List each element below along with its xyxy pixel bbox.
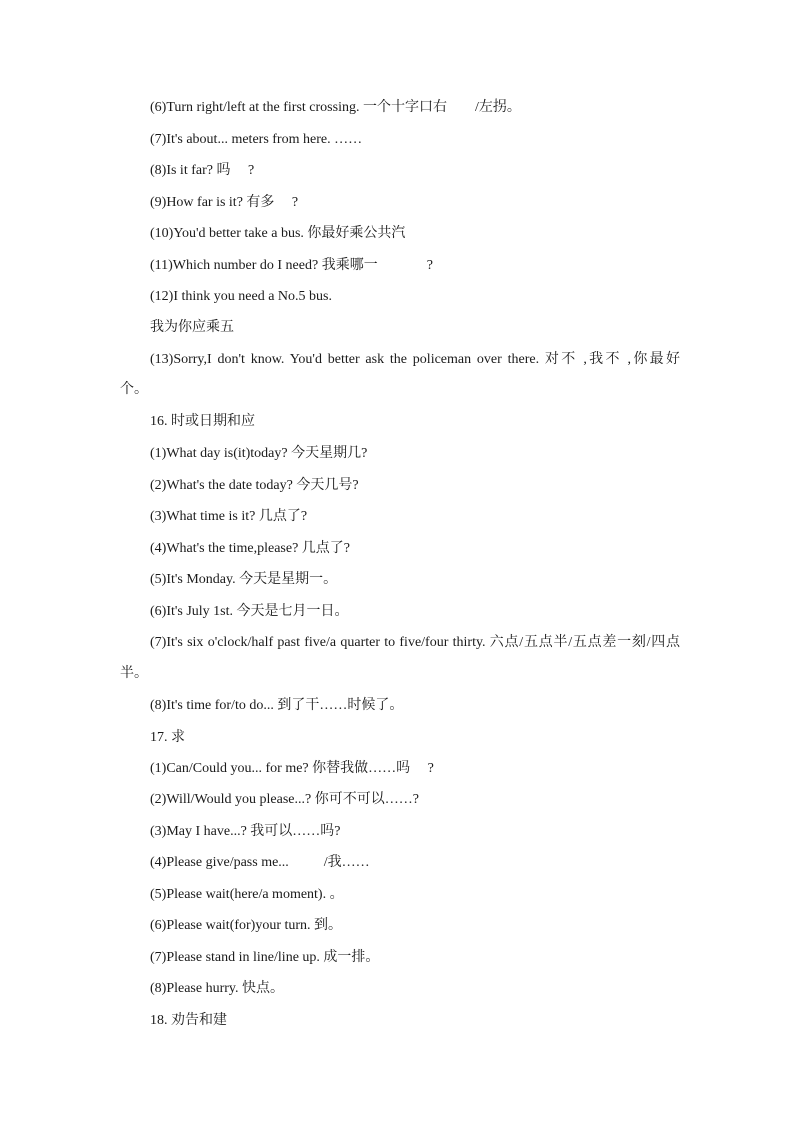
section-heading-18: 18. 劝告和建	[150, 1013, 227, 1028]
text-line: (3)What time is it? 几点了?	[150, 509, 308, 524]
text-line: (8)It's time for/to do... 到了干……时候了。	[150, 698, 404, 713]
text-line: (10)You'd better take a bus. 你最好乘公共汽	[150, 226, 406, 241]
text-line-continuation: 半。	[120, 666, 148, 681]
text-line: (9)How far is it? 有多 ?	[150, 195, 299, 210]
text-line: (4)Please give/pass me... /我……	[150, 855, 370, 870]
text-line: (7)Please stand in line/line up. 成一排。	[150, 950, 380, 965]
section-heading-17: 17. 求	[150, 730, 185, 745]
text-line: (11)Which number do I need? 我乘哪一 ?	[150, 258, 433, 273]
text-line: (8)Is it far? 吗 ?	[150, 163, 255, 178]
text-line: (5)Please wait(here/a moment). 。	[150, 887, 344, 902]
text-line: (3)May I have...? 我可以……吗?	[150, 824, 341, 839]
text-line: (6)It's July 1st. 今天是七月一日。	[150, 604, 349, 619]
text-line: (7)It's six o'clock/half past five/a quarter to five/four thirty. 六点/五点半/五点差一刻/四点	[150, 635, 680, 650]
text-line: (2)Will/Would you please...? 你可不可以……?	[150, 792, 419, 807]
text-line: (8)Please hurry. 快点。	[150, 981, 285, 996]
text-line: (7)It's about... meters from here. ……	[150, 132, 363, 147]
text-line: (12)I think you need a No.5 bus.	[150, 289, 332, 304]
text-line: (13)Sorry,I don't know. You'd better ask the policeman over there. 对不 ,我不 ,你最好	[150, 352, 680, 367]
text-line: (4)What's the time,please? 几点了?	[150, 541, 351, 556]
section-heading-16: 16. 时或日期和应	[150, 414, 255, 429]
text-line: (1)What day is(it)today? 今天星期几?	[150, 446, 368, 461]
text-line: 我为你应乘五	[150, 320, 234, 335]
text-line: (5)It's Monday. 今天是星期一。	[150, 572, 338, 587]
text-line: (6)Turn right/left at the first crossing. 一个十字口右 /左拐。	[150, 100, 521, 115]
text-line: (2)What's the date today? 今天几号?	[150, 478, 359, 493]
text-line-continuation: 个。	[120, 382, 148, 397]
text-line: (1)Can/Could you... for me? 你替我做……吗 ?	[150, 761, 434, 776]
text-line: (6)Please wait(for)your turn. 到。	[150, 918, 343, 933]
